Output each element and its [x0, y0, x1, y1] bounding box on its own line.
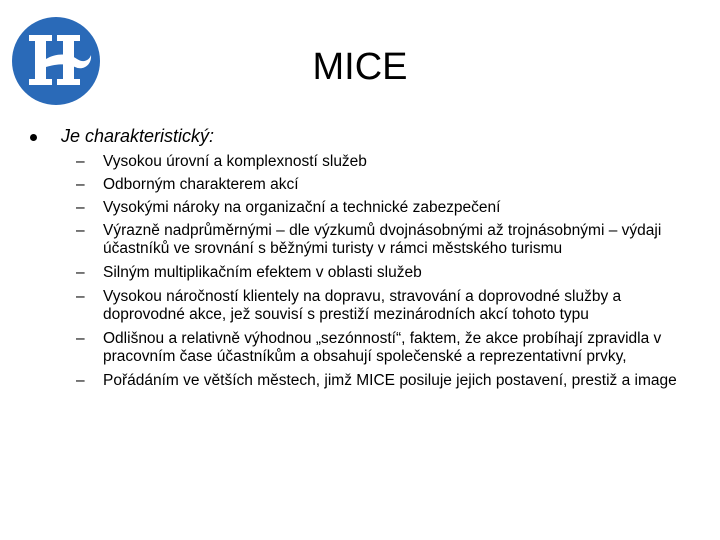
dash-icon: –: [76, 153, 85, 170]
dash-icon: –: [76, 176, 85, 193]
list-item: – Pořádáním ve větších městech, jimž MICE posiluje jejich postavení, prestiž a image: [76, 372, 677, 389]
list-item: – Vysokou náročností klientely na dopravu, stravování a doprovodné služby a doprovodné akce, jež souvisí s prestiží mezinárodních akcí tohoto typu: [76, 288, 622, 323]
list-item: – Vysokou úrovní a komplexností služeb: [76, 153, 367, 170]
slide-title: MICE: [312, 46, 408, 88]
dash-icon: –: [76, 222, 85, 239]
list-item: – Výrazně nadprůměrnými – dle výzkumů dvojnásobnými až trojnásobnými – výdaji účastníků ve srovnání s běžnými turisty v rámci městského turismu: [76, 222, 662, 257]
list-item: – Silným multiplikačním efektem v oblasti služeb: [76, 264, 422, 281]
section-heading: [30, 126, 214, 147]
dash-icon: –: [76, 372, 85, 389]
list-item: – Odborným charakterem akcí: [76, 176, 299, 193]
dash-icon: –: [76, 264, 85, 281]
heading-text: Je charakteristický:: [61, 126, 215, 146]
dash-icon: –: [76, 330, 85, 347]
bullet-dot-icon: [30, 134, 37, 141]
characteristics-list: [76, 153, 686, 396]
list-item: – Vysokými nároky na organizační a technické zabezpečení: [76, 199, 501, 216]
dash-icon: –: [76, 288, 85, 305]
list-item: – Odlišnou a relativně výhodnou „sezónností“, faktem, že akce probíhají zpravidla v pracovním čase účastníkům a obsahují společenské a reprezentativní prvky,: [76, 330, 662, 365]
dash-icon: –: [76, 199, 85, 216]
